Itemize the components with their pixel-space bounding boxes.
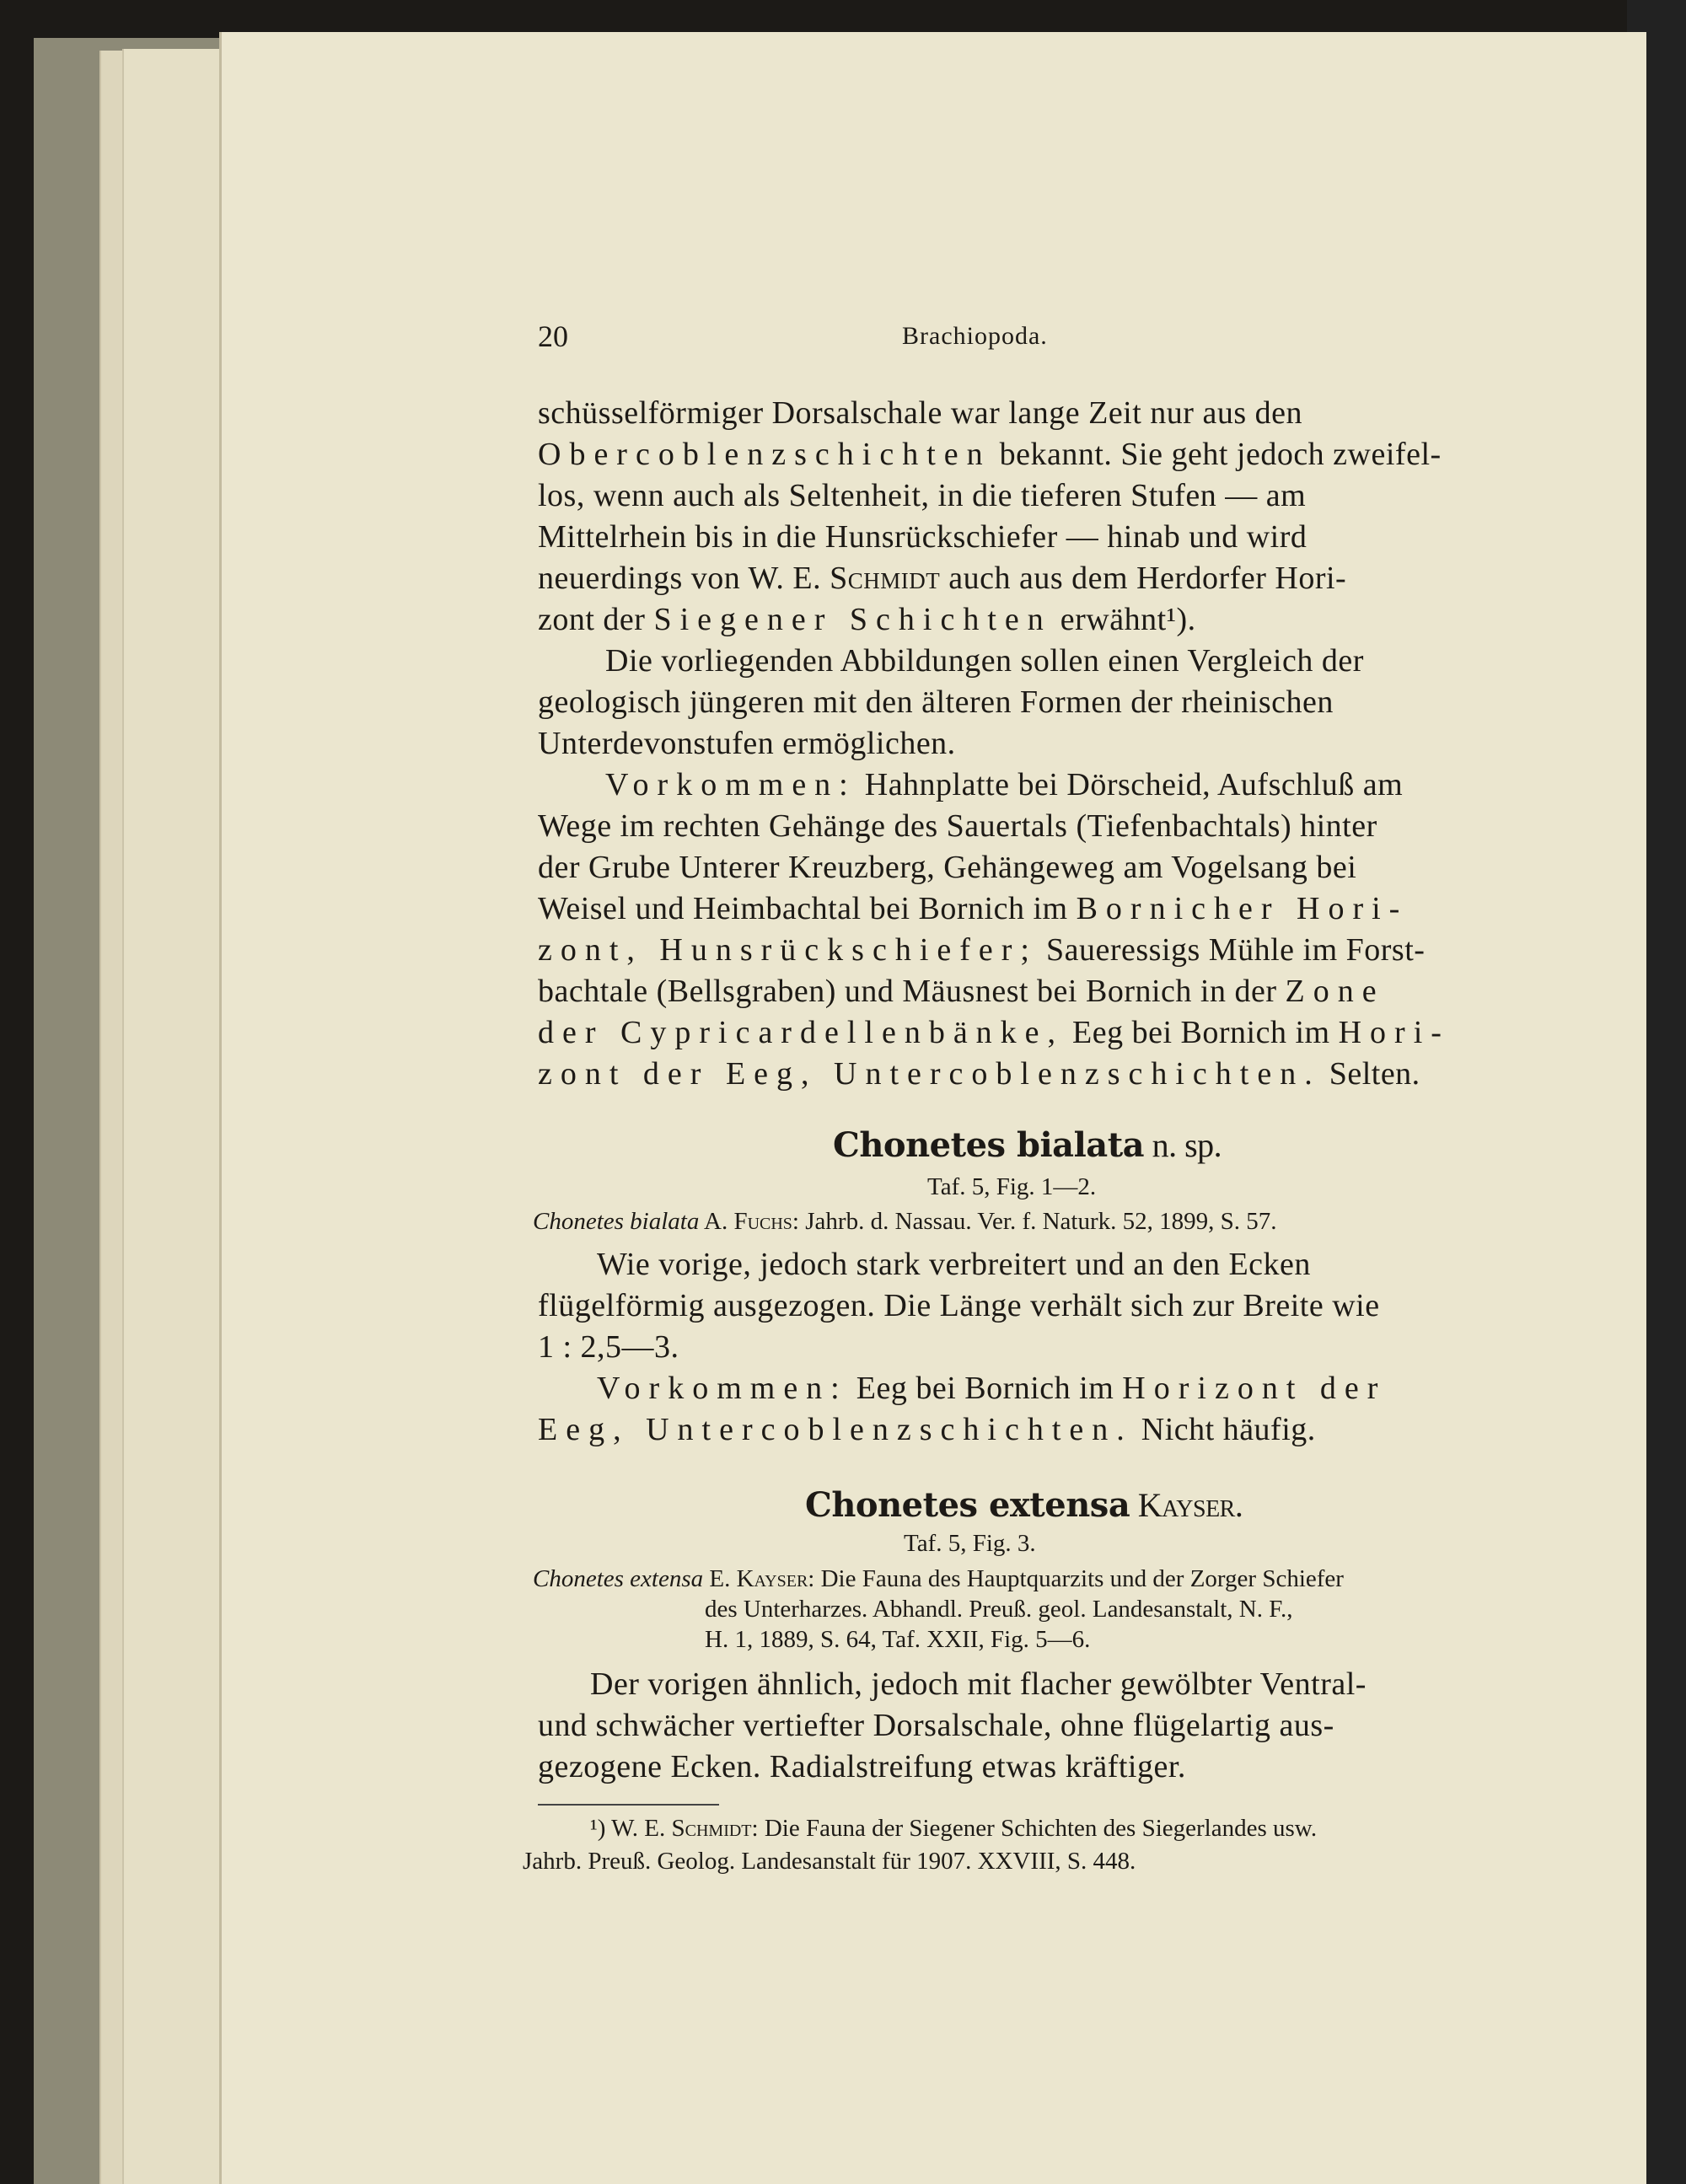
section-title: Chonetes bialata n. sp.	[833, 1125, 1222, 1165]
running-title: Brachiopoda.	[902, 322, 1048, 350]
text-line: Obercoblenzschichten bekannt. Sie geht jedoch zweifel-	[538, 437, 1442, 472]
plate-reference: Taf. 5, Fig. 3.	[904, 1530, 1036, 1557]
text-line: Vorkommen: Eeg bei Bornich im Horizont der	[597, 1371, 1387, 1406]
text-line: Die vorliegenden Abbildungen sollen einen Vergleich der	[605, 643, 1364, 679]
citation-line: H. 1, 1889, S. 64, Taf. XXII, Fig. 5—6.	[705, 1626, 1091, 1653]
text-line: zont der Siegener Schichten erwähnt¹).	[538, 602, 1196, 637]
text-line: Unterdevonstufen ermöglichen.	[538, 726, 956, 761]
text-line: zont, Hunsrückschiefer; Saueressigs Mühle im Forst-	[538, 932, 1426, 968]
text-line: bachtale (Bellsgraben) und Mäusnest bei Bornich in der Zone	[538, 974, 1385, 1009]
text-line: Mittelrhein bis in die Hunsrückschiefer — hinab und wird	[538, 519, 1307, 555]
text-line: geologisch jüngeren mit den älteren Formen der rheinischen	[538, 684, 1334, 720]
citation-line: des Unterharzes. Abhandl. Preuß. geol. Landesanstalt, N. F.,	[705, 1596, 1293, 1623]
text-line: der Grube Unterer Kreuzberg, Gehängeweg am Vogelsang bei	[538, 850, 1357, 885]
text-line: neuerdings von W. E. Schmidt auch aus dem Herdorfer Hori-	[538, 561, 1347, 596]
footnote-line: Jahrb. Preuß. Geolog. Landesanstalt für 1907. XXVIII, S. 448.	[523, 1848, 1136, 1875]
text-line: Der vorigen ähnlich, jedoch mit flacher gewölbter Ventral-	[590, 1666, 1367, 1702]
citation: Chonetes extensa E. Kayser: Die Fauna des Hauptquarzits und der Zorger Schiefer	[533, 1565, 1344, 1592]
text-line: Wie vorige, jedoch stark verbreitert und an den Ecken	[597, 1247, 1311, 1282]
text-line: schüsselförmiger Dorsalschale war lange Zeit nur aus den	[538, 395, 1302, 431]
text-line: los, wenn auch als Seltenheit, in die tieferen Stufen — am	[538, 478, 1307, 513]
text-line: zont der Eeg, Untercoblenzschichten. Selten.	[538, 1056, 1420, 1092]
page-number: 20	[538, 319, 568, 353]
text-line: 1 : 2,5—3.	[538, 1329, 679, 1365]
text-line: flügelförmig ausgezogen. Die Länge verhält sich zur Breite wie	[538, 1288, 1380, 1323]
text-line: Wege im rechten Gehänge des Sauertals (Tiefenbachtals) hinter	[538, 808, 1377, 844]
text-line: der Cypricardellenbänke, Eeg bei Bornich im Hori-	[538, 1015, 1450, 1050]
text-line: Vorkommen: Hahnplatte bei Dörscheid, Aufschluß am	[605, 767, 1404, 802]
text-line: gezogene Ecken. Radialstreifung etwas kräftiger.	[538, 1749, 1186, 1784]
citation: Chonetes bialata A. Fuchs: Jahrb. d. Nassau. Ver. f. Naturk. 52, 1899, S. 57.	[533, 1208, 1277, 1235]
section-title: Chonetes extensa Kayser.	[805, 1485, 1243, 1525]
footnote: ¹) W. E. Schmidt: Die Fauna der Siegener Schichten des Siegerlandes usw.	[590, 1815, 1318, 1842]
footnote-rule	[538, 1804, 719, 1806]
text-line: und schwächer vertiefter Dorsalschale, ohne flügelartig aus-	[538, 1708, 1334, 1743]
text-line: Weisel und Heimbachtal bei Bornich im Bornicher Hori-	[538, 891, 1409, 926]
text-line: Eeg, Untercoblenzschichten. Nicht häufig.	[538, 1412, 1316, 1447]
plate-reference: Taf. 5, Fig. 1—2.	[927, 1173, 1097, 1200]
